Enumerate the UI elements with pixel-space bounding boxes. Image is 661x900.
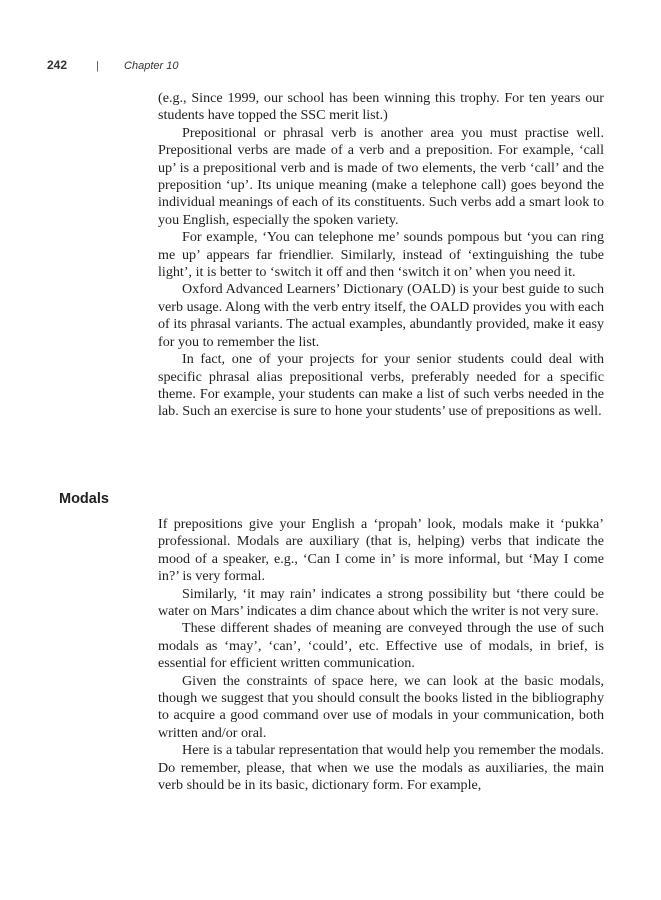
page-number: 242 [47, 58, 68, 72]
paragraph: Given the constraints of space here, we can look at the basic modals, though we suggest that you should consult the books listed in the bibliography to acquire a good command over use of modals in your communication, both written and/or oral. [158, 672, 604, 741]
header-divider: | [96, 60, 99, 72]
paragraph: For example, ‘You can telephone me’ sounds pompous but ‘you can ring me up’ appears far friendlier. Similarly, instead of ‘extinguishing the tube light’, it is better to ‘switch it off and then ‘switch it on’ when you need it. [158, 229, 604, 281]
paragraph: In fact, one of your projects for your senior students could deal with specific phrasal alias prepositional verbs, preferably needed for a specific theme. For example, your students can make a list of such verbs needed in the lab. Such an exercise is sure to hone your students’ use of prepositions as well. [158, 351, 604, 420]
paragraph: Oxford Advanced Learners’ Dictionary (OALD) is your best guide to such verb usage. Along with the verb entry itself, the OALD provides you with each of its phrasal variants. The actual examples, abundantly provided, make it easy for you to remember the list. [158, 281, 604, 350]
chapter-title: Chapter 10 [124, 60, 179, 72]
paragraph: Here is a tabular representation that would help you remember the modals. Do remember, please, that when we use the modals as auxiliaries, the main verb should be in its basic, dictionary form. For example, [158, 742, 604, 794]
paragraph: These different shades of meaning are conveyed through the use of such modals as ‘may’, ‘can’, ‘could’, etc. Effective use of modals, in brief, is essential for efficient written communication. [158, 620, 604, 672]
body-text-section-2 [158, 516, 604, 795]
section-heading-modals: Modals [59, 491, 109, 507]
paragraph: If prepositions give your English a ‘propah’ look, modals make it ‘pukka’ professional. Modals are auxiliary (that is, helping) verbs that indicate the mood of a speaker, e.g., ‘Can I come in’ is more informal, but ‘May I come in?’ is very formal. [158, 516, 604, 585]
running-head [47, 58, 178, 72]
paragraph: Prepositional or phrasal verb is another area you must practise well. Prepositional verbs are made of a verb and a preposition. For example, ‘call up’ is a prepositional verb and is made of two elements, the verb ‘call’ and the preposition ‘up’. Its unique meaning (make a telephone call) goes beyond the individual meanings of each of its constituents. Such verbs add a smart look to you English, especially the spoken variety. [158, 124, 604, 228]
paragraph: (e.g., Since 1999, our school has been winning this trophy. For ten years our students have topped the SSC merit list.) [158, 90, 604, 124]
body-text-section-1 [158, 90, 604, 421]
paragraph: Similarly, ‘it may rain’ indicates a strong possibility but ‘there could be water on Mars’ indicates a dim chance about which the writer is not very sure. [158, 585, 604, 620]
